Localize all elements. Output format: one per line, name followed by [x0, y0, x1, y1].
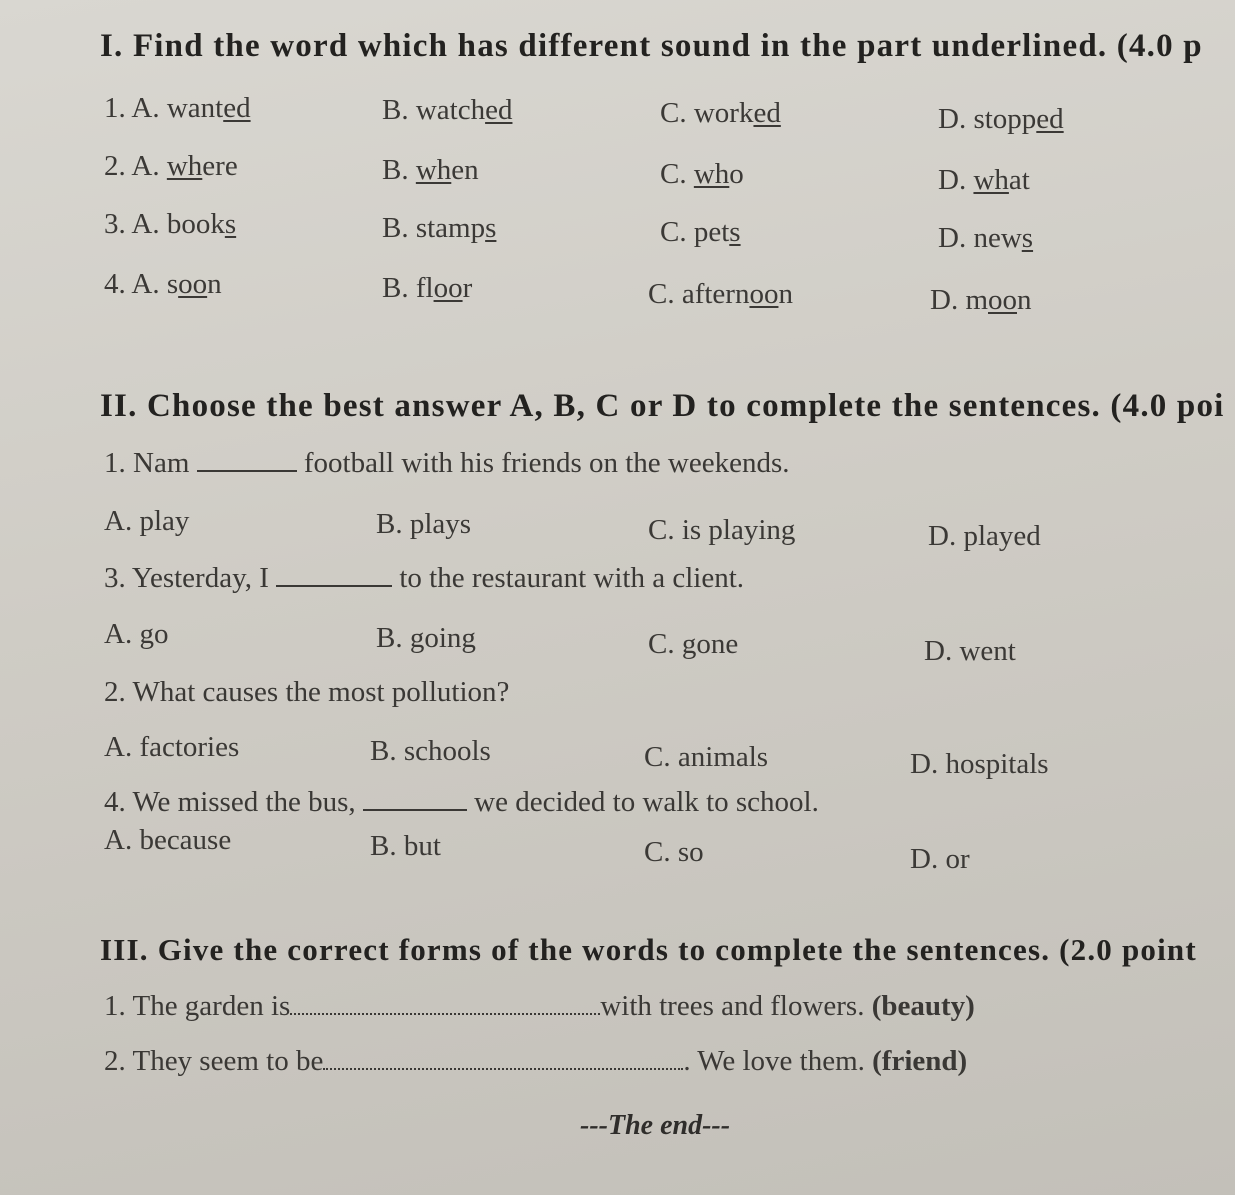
s1-q3-option-d: D. news: [938, 222, 1034, 254]
s2-q1-option-d: D. played: [928, 520, 1041, 552]
s2-q4-option-b: B. but: [370, 830, 441, 862]
s2-q2-option-b: B. schools: [370, 735, 491, 767]
s2-q4-stem: 4. We missed the bus, we decided to walk to school.: [104, 786, 819, 818]
s1-q2-option-d: D. what: [938, 164, 1030, 196]
s2-q1-option-b: B. plays: [376, 508, 472, 540]
answer-blank: [323, 1068, 683, 1070]
s1-q2-option-b: B. when: [382, 154, 479, 186]
the-end-footer: ---The end---: [580, 1110, 731, 1141]
s2-q3-option-c: C. gone: [648, 628, 739, 660]
s1-q3-option-c: C. pets: [660, 216, 741, 248]
section-2-heading: II. Choose the best answer A, B, C or D to complete the sentences. (4.0 poi: [100, 388, 1225, 424]
s1-q4-option-d: D. moon: [930, 284, 1032, 316]
s1-q1-option-c: C. worked: [660, 97, 781, 129]
s1-q1-option-a: 1. A. wanted: [104, 92, 251, 124]
s2-q1-option-c: C. is playing: [648, 514, 796, 546]
s2-q3-option-d: D. went: [924, 635, 1016, 667]
s1-q1-option-b: B. watched: [382, 94, 513, 126]
s3-q1-stem: 1. The garden is with trees and flowers. (beauty): [104, 990, 975, 1022]
s2-q1-stem: 1. Nam football with his friends on the weekends.: [104, 447, 790, 479]
s1-q4-option-a: 4. A. soon: [104, 268, 222, 300]
s3-q2-stem: 2. They seem to be . We love them. (friend): [104, 1045, 968, 1077]
section-1-heading: I. Find the word which has different sound in the part underlined. (4.0 p: [100, 28, 1203, 64]
s2-q3-stem: 3. Yesterday, I to the restaurant with a client.: [104, 562, 745, 594]
s2-q3-option-b: B. going: [376, 622, 476, 654]
s1-q4-option-c: C. afternoon: [648, 278, 793, 310]
s1-q3-option-b: B. stamps: [382, 212, 497, 244]
s2-q2-option-a: A. factories: [104, 731, 240, 763]
s2-q4-option-d: D. or: [910, 843, 970, 875]
s1-q2-option-c: C. who: [660, 158, 744, 190]
s1-q4-option-b: B. floor: [382, 272, 473, 304]
s1-q1-option-d: D. stopped: [938, 103, 1064, 135]
s2-q2-stem: 2. What causes the most pollution?: [104, 676, 510, 708]
s1-q3-option-a: 3. A. books: [104, 208, 237, 240]
section-3-heading: III. Give the correct forms of the words to complete the sentences. (2.0 point: [100, 932, 1197, 967]
s2-q3-option-a: A. go: [104, 618, 169, 650]
s2-q2-option-d: D. hospitals: [910, 748, 1049, 780]
s2-q2-option-c: C. animals: [644, 741, 769, 773]
s2-q4-option-c: C. so: [644, 836, 704, 868]
s1-q2-option-a: 2. A. where: [104, 150, 238, 182]
answer-blank: [363, 808, 467, 811]
s2-q1-option-a: A. play: [104, 505, 190, 537]
s2-q4-option-a: A. because: [104, 824, 232, 856]
answer-blank: [197, 469, 297, 472]
answer-blank: [276, 584, 392, 587]
answer-blank: [290, 1013, 600, 1015]
